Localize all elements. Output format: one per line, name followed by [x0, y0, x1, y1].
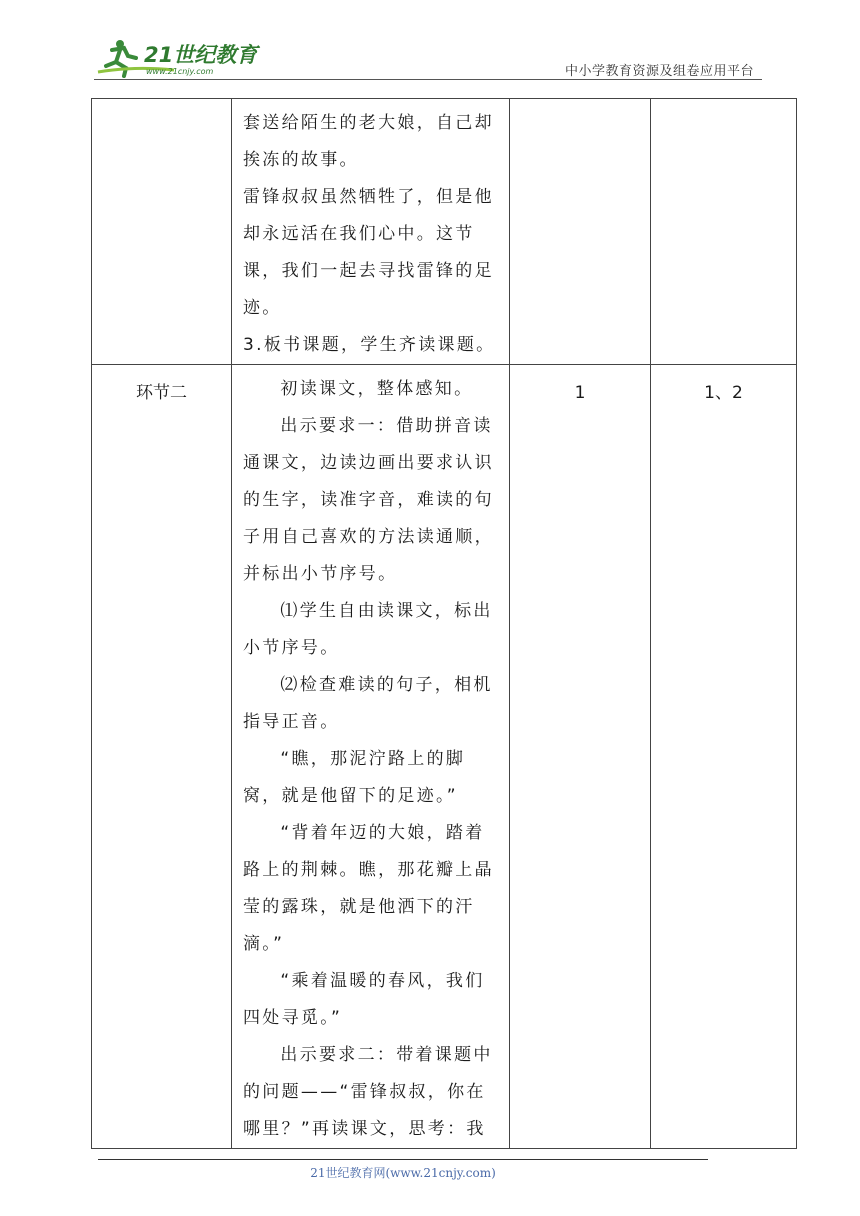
runner-logo-icon: [94, 36, 264, 80]
paragraph: 出示要求二：带着课题中的问题——“雷锋叔叔，你在哪里？”再读课文，思考：我: [243, 1045, 493, 1139]
table-row: [92, 365, 797, 1149]
segment-cell: [92, 365, 232, 1149]
segment-label: 环节二: [136, 383, 187, 403]
table-row: [92, 99, 797, 365]
paragraph: “背着年迈的大娘，踏着路上的荆棘。瞧，那花瓣上晶莹的露珠，就是他洒下的汗滴。”: [243, 823, 494, 954]
footer-link[interactable]: 21世纪教育网(www.21cnjy.com): [310, 1166, 496, 1180]
value-cell: [651, 365, 797, 1149]
value-cell: [510, 99, 651, 365]
cell-value: 1: [574, 383, 586, 403]
paragraph: 3.板书课题，学生齐读课题。: [243, 335, 496, 355]
paragraph: 雷锋叔叔虽然牺牲了，但是他却永远活在我们心中。这节课，我们一起去寻找雷锋的足迹。: [243, 187, 494, 318]
logo-title: 21世纪教育: [144, 43, 258, 67]
paragraph: ⑵检查难读的句子，相机指导正音。: [243, 675, 493, 732]
segment-cell: [92, 99, 232, 365]
paragraph: 套送给陌生的老大娘，自己却挨冻的故事。: [243, 113, 494, 170]
header-divider: [94, 79, 762, 80]
logo-url: www.21cnjy.com: [146, 67, 214, 76]
paragraph: 出示要求一：借助拼音读通课文，边读边画出要求认识的生字，读准字音，难读的句子用自己喜欢的方法读通顺，并标出小节序号。: [243, 416, 494, 584]
footer-divider: [98, 1159, 708, 1160]
activity-cell: [232, 365, 510, 1149]
value-cell: [510, 365, 651, 1149]
value-cell: [651, 99, 797, 365]
cell-value: 1、2: [704, 383, 743, 403]
paragraph: ⑴学生自由读课文，标出小节序号。: [243, 601, 493, 658]
paragraph: “乘着温暖的春风，我们四处寻觅。”: [243, 971, 485, 1028]
activity-cell: [232, 99, 510, 365]
platform-title: 中小学教育资源及组卷应用平台: [564, 64, 754, 79]
paragraph: “瞧，那泥泞路上的脚窝，就是他留下的足迹。”: [243, 749, 466, 806]
site-logo: [94, 36, 264, 80]
paragraph: 初读课文，整体感知。: [280, 379, 474, 399]
lesson-table: [91, 98, 797, 1149]
